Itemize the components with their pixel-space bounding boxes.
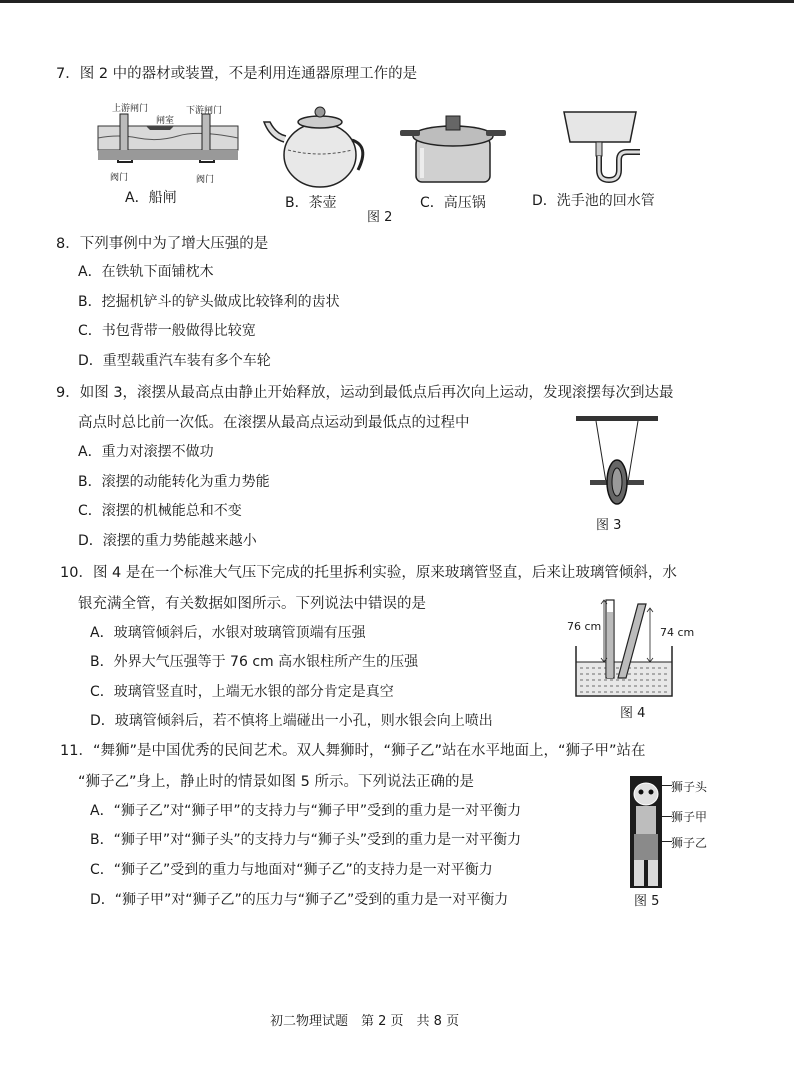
lock-label-lower: 下游闸门 bbox=[186, 106, 223, 116]
label-lion-jia: 狮子甲 bbox=[671, 810, 708, 824]
q8-stem: 8．下列事例中为了增大压强的是 bbox=[56, 236, 269, 252]
q7-option-a: A．船闸 bbox=[125, 190, 177, 206]
q9-option-c: C．滚摆的机械能总和不变 bbox=[78, 503, 242, 519]
scan-edge bbox=[0, 0, 794, 3]
pressure-cooker-figure bbox=[398, 108, 508, 188]
q11-stem-line1: 11．“舞狮”是中国优秀的民间艺术。双人舞狮时，“狮子乙”站在水平地面上，“狮子甲”站在 bbox=[60, 743, 646, 759]
label-lion-head: 狮子头 bbox=[671, 780, 708, 794]
label-74cm: 74 cm bbox=[660, 626, 695, 639]
q7-stem: 7．图 2 中的器材或装置，不是利用连通器原理工作的是 bbox=[56, 66, 418, 82]
q9-option-b: B．滚摆的动能转化为重力势能 bbox=[78, 474, 270, 490]
q11-option-a: A．“狮子乙”对“狮子甲”的支持力与“狮子甲”受到的重力是一对平衡力 bbox=[90, 803, 522, 819]
q8-option-b: B．挖掘机铲斗的铲头做成比较锋利的齿状 bbox=[78, 294, 340, 310]
sink-trap-figure bbox=[560, 108, 650, 193]
figure-2-caption: 图 2 bbox=[367, 210, 393, 225]
q11-option-c: C．“狮子乙”受到的重力与地面对“狮子乙”的支持力是一对平衡力 bbox=[90, 862, 493, 878]
q11-stem-line2: “狮子乙”身上，静止时的情景如图 5 所示。下列说法正确的是 bbox=[78, 774, 474, 790]
lion-dance-figure bbox=[630, 776, 662, 888]
lock-label-valve1: 阀门 bbox=[110, 173, 129, 183]
q9-option-a: A．重力对滚摆不做功 bbox=[78, 444, 214, 460]
maxwell-pendulum-figure bbox=[576, 416, 658, 508]
q10-stem-line1: 10．图 4 是在一个标准大气压下完成的托里拆利实验，原来玻璃管竖直，后来让玻璃管倾斜，水 bbox=[60, 565, 677, 581]
q7-option-d: D．洗手池的回水管 bbox=[532, 193, 655, 209]
q10-stem-line2: 银充满全管，有关数据如图所示。下列说法中错误的是 bbox=[78, 596, 426, 612]
teapot-figure bbox=[262, 100, 372, 192]
q7-option-b: B．茶壶 bbox=[285, 195, 337, 211]
label-76cm: 76 cm bbox=[567, 620, 602, 633]
figure-4-caption: 图 4 bbox=[620, 706, 646, 721]
figure-3-caption: 图 3 bbox=[596, 518, 622, 533]
q11-option-b: B．“狮子甲”对“狮子头”的支持力与“狮子头”受到的重力是一对平衡力 bbox=[90, 832, 522, 848]
label-lion-yi: 狮子乙 bbox=[671, 836, 708, 850]
q8-option-c: C．书包背带一般做得比较宽 bbox=[78, 323, 256, 339]
q9-stem-line2: 高点时总比前一次低。在滚摆从最高点运动到最低点的过程中 bbox=[78, 415, 470, 431]
torricelli-figure bbox=[570, 586, 678, 704]
q8-option-d: D．重型载重汽车装有多个车轮 bbox=[78, 353, 271, 369]
lock-label-chamber: 闸室 bbox=[156, 116, 175, 126]
figure-5-caption: 图 5 bbox=[634, 894, 660, 909]
q10-option-d: D．玻璃管倾斜后，若不慎将上端碰出一小孔，则水银会向上喷出 bbox=[90, 713, 493, 729]
q10-option-a: A．玻璃管倾斜后，水银对玻璃管顶端有压强 bbox=[90, 625, 366, 641]
q10-option-b: B．外界大气压强等于 76 cm 高水银柱所产生的压强 bbox=[90, 654, 419, 670]
q9-option-d: D．滚摆的重力势能越来越小 bbox=[78, 533, 257, 549]
page-footer: 初二物理试题 第 2 页 共 8 页 bbox=[270, 1014, 460, 1029]
lock-label-upper: 上游闸门 bbox=[112, 104, 149, 114]
q10-option-c: C．玻璃管竖直时，上端无水银的部分肯定是真空 bbox=[90, 684, 394, 700]
q9-stem-line1: 9．如图 3，滚摆从最高点由静止开始释放，运动到最低点后再次向上运动，发现滚摆每次到达最 bbox=[56, 385, 674, 401]
q8-option-a: A．在铁轨下面铺枕木 bbox=[78, 264, 214, 280]
q11-option-d: D．“狮子甲”对“狮子乙”的压力与“狮子乙”受到的重力是一对平衡力 bbox=[90, 892, 509, 908]
q7-option-c: C．高压锅 bbox=[420, 195, 486, 211]
lock-label-valve2: 阀门 bbox=[196, 175, 215, 185]
